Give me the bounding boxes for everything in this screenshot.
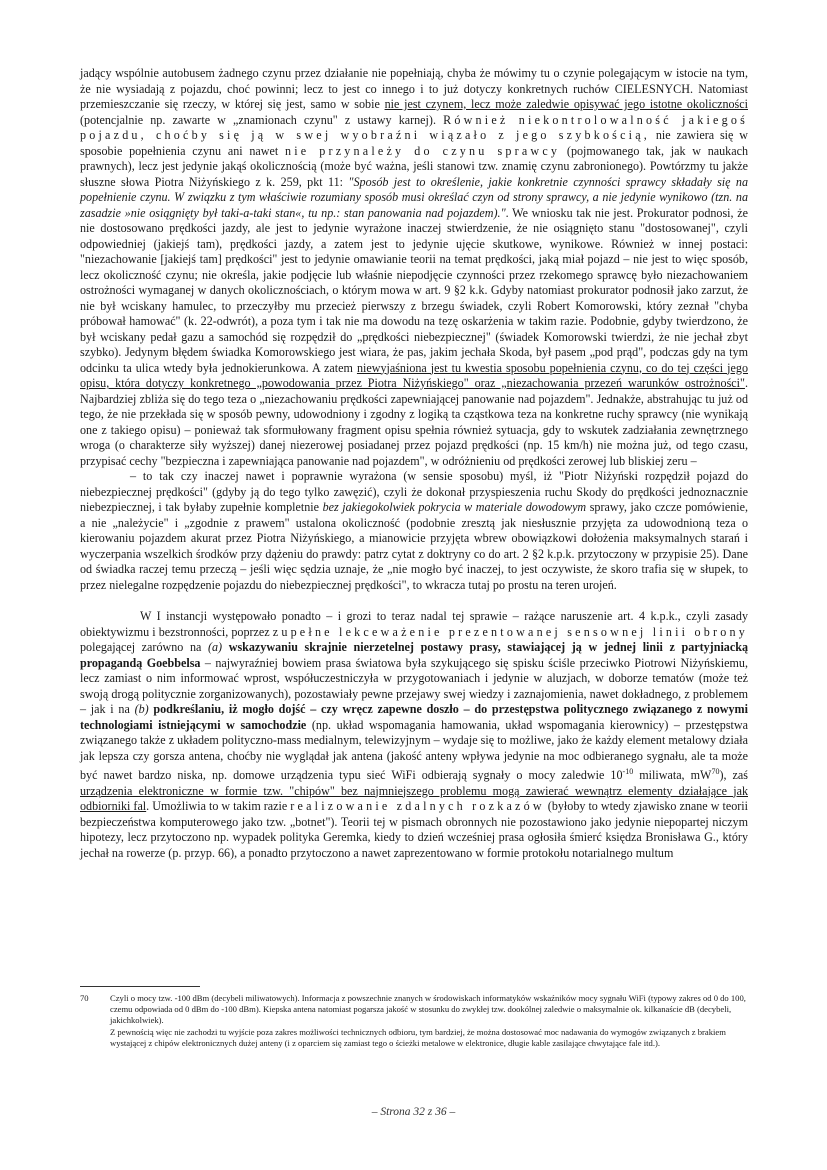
text-segment: (b) [134,702,149,716]
text-segment: . Najbardziej zbliża się do tego teza o „niezachowaniu prędkości zapewniającej panowanie nad pojazdem". Jednakże, abstrahując tu już od tego, że nie przekłada się w sposób pewny, udowodniony i zgodny z logiką ta cząstkowa teza na konkretne ruchy sprawcy (nie wynikają one z takiego opisu) – ponieważ tak sformułowany fragment opisu spełnia również sytuacja, gdy to wskutek zadziałania zewnętrznego wroga (o charakterze siły wyższej) danej niezerowej posiadanej przez pojazd prędkości (np. 15 km/h) nie można już, od tego czasu, przypisać cechy "bezpieczna i zapewniająca panowanie nad pojazdem", w odróżnieniu od prędkości zerowej lub bliskiej zeru – [80,376,748,468]
text-segment: . We wniosku tak nie jest. Prokurator podnosi, że nie dostosowano prędkości jazdy, ale jest to jedynie wyrażone inaczej stwierdzenie, że nie osiągnięto stanu "dostosowanej", czyli odpowiedniej (jakiejś tam), prędkości jazdy, a zatem jest to jedynie ujęcie skutkowe, wynikowe. Również w innej postaci: "niezachowanie [jakiejś tam] prędkości" jest to jedynie omawianie teorii na temat prędkości, jaką miał pojazd – nie jest to więc sposób, lecz okoliczność czynu; nie określa, jakie podjęcie lub właśnie niepodjęcie czynności przez rzekomego sprawcę było niezachowaniem ostrożności wymaganej w danych okolicznościach, o którym mowa w art. 9 §2 k.k. Gdyby natomiast prokurator podnosił jako zarzut, że nie był wciskany hamulec, to przeczyłby mu przecież pierwszy z brzegu świadek, czyli Robert Komorowski, który zeznał "chyba próbował hamować" (k. 22-odwrót), a poza tym i tak nie ma dowodu na tezę oskarżenia w takim razie. Podobnie, gdyby twierdzono, że był wciskany pedał gazu a samochód się rozpędził do „prędkości niebezpiecznej" (świadek Komorowski twierdzi, że nie jechał zbyt szybko). Jedynym błędem świadka Komorowskiego jest wiara, że pas, jakim jechała Skoda, był pasem „pod prąd", podczas gdy na tym odcinku ta ulica wtedy była jednokierunkowa. A zatem [80,205,748,375]
text-segment: (potencjalnie np. zawarte w „znamionach czynu" z ustawy karnej). [80,112,444,127]
text-segment: ), zaś [719,768,748,783]
text-segment: zupełne lekceważenie prezentowanej sensownej linii obrony [272,624,749,639]
text-segment: – to tak czy inaczej nawet i poprawnie wyrażona (w sensie sposobu) myśl, iż "Piotr Niżyński rozpędził pojazd do niebezpiecznej prędkości" (gdyby ją do tego tylko zawęzić), czyli że dokonał przyspieszenia ruchu Skody do prędkości jednoznacznie niebezpiecznej, i tak byłaby zupełnie kompletnie [80,469,748,514]
text-segment: miliwata, mW [633,768,712,783]
body-text [80,66,748,861]
text-segment: nie zawiera się w sposobie popełnienia czynu ani nawet [80,128,748,158]
text-segment: niewyjaśniona jest tu kwestia sposobu popełnienia czynu, co do tej części jego opisu, która dotyczy konkretnego „powodowania przez Piotra Niżyńskiego" oraz „niezachowania przezeń warunków ostrożności" [80,360,748,390]
text-segment: -10 [622,767,634,776]
footnote-number: 70 [80,993,89,1003]
paragraph-3 [80,609,748,861]
text-segment: Również niekontrolowalność jakiegoś pojazdu, choćby się ją w swej wyobraźni wiązało z jego szybkością, [80,112,748,142]
text-segment: polegającej zarówno na [80,640,208,654]
text-segment: sprawy, jako czcze pomówienie, a nie „należycie" i „zgodnie z prawem" ustalona okoliczność (podobnie zresztą jak niesłusznie przyjęta za udowodnioną teza o kierowaniu pojazdem akurat przez Piotra Niżyńskiego, a mianowicie przyjęta wbrew obowiązkowi dołożenia maksymalnych starań i wyczerpania wszelkich środków przy dążeniu do prawdy: patrz cytat z doktryny co do art. 2 §2 k.p.k. przytoczony w przypisie 25). Dane od świadka raczej temu przeczą – jeśli więc sędzia uznaje, że „nie mogło być inaczej, to jest oczywiste, że skoro trafia się w słupek, to przez nielegalne rozpędzenie pojazdu do niebezpiecznej prędkości", to wkracza tutaj po prostu na teren urojeń. [80,500,748,592]
text-segment: bez jakiegokolwiek pokrycia w materiale dowodowym [322,500,587,514]
text-segment: (np. układ wspomagania hamowania, układ wspomagania kierownicy) – przestępstwa związanego także z układem polityczno-mass medialnym, telewizyjnym – wydaje się to możliwe, jako że każdy element metalowy działa jak lepsza czy gorsza antena, choćby nie wyglądał jak antena (jakość anteny wpływa jedynie na moc odbieranego sygnału, ale ta może być nawet bardzo niska, np. domowe urządzenia typu sieć WiFi odbierają sygnały o mocy zaledwie 10 [80,717,749,783]
footnote-70 [80,993,748,1049]
text-segment: realizowanie zdalnych rozkazów [290,799,545,814]
page-number-footer: – Strona 32 z 36 – [371,1106,456,1118]
footnote-separator [80,986,200,987]
text-segment: nie jest czynem, lecz może zaledwie opisywać jego istotne okoliczności [384,97,748,111]
text-segment: jadący wspólnie autobusem żadnego czynu przez działanie nie popełniają, chyba że mówimy tu o czynie polegającym w istocie na tym, że nie wysiadają z pojazdu, choć powinni; lecz to jest co innego i to już dotyczy konkretnych ruchów CIELESNYCH. Natomiast przemieszczanie się rzeczy, w której się jest, samo w sobie [80,66,748,111]
text-segment: . Umożliwia to w takim razie [146,799,291,814]
paragraph-2 [80,469,748,593]
text-segment: "Sposób jest to określenie, jakie konkretnie czynności sprawcy składały się na popełnienie czynu. W związku z tym właściwie rozumiany sposób musi określać czyn od strony sprawcy, a nie jedynie wynikowo (tzn. na zasadzie »nie osiągnięty był taki-a-taki stan«, tu np.: stan panowania nad pojazdem)." [80,174,749,220]
text-segment: nie przynależy do czynu sprawcy [284,143,561,158]
text-segment: podkreślaniu, iż mogło dojść – czy wręcz zapewne doszło – do przestępstwa politycznego związanego z nowymi technologiami istniejącymi w samochodzie [80,702,748,732]
text-segment: (a) [207,640,223,654]
text-segment: (byłoby to wtedy zjawisko znane w teorii bezpieczeństwa komputerowego jako tzw. „botnet"). Teorii tej w pismach obronnych nie pozostawiono jako jedynie niepopartej niczym hipotezy, lecz przytoczono np. wypadek polityka Geremka, kiedy to dzień wcześniej prasa ogłosiła śmierć księdza Bronisława G., który jechał na rowerze (p. przyp. 66), a ponadto przytoczono a nawet zaprezentowano w formie protokołu notarialnego multum [80,799,748,860]
text-segment: urządzenia elektroniczne w formie tzw. "chipów" bez najmniejszego problemu mogą zawierać wewnątrz elementy działające jak odbiorniki fal [80,783,748,814]
footnote-line-1: Czyli o mocy tzw. -100 dBm (decybeli miliwatowych). Informacja z powszechnie znanych w środowiskach informatyków wskaźników mocy sygnału WiFi (typowy zakres od 0 do 100, czemu odpowiada od 0 dBm do -100 dBm). Kiepska antena natomiast pogarsza jakość w stosunku do zwykłej tzw. dookólnej zaledwie o maksymalnie ok. kilkanaście dB (decybeli, jakichkolwiek). [110,993,746,1026]
text-segment: (pojmowanego tak, jak w naukach prawnych), lecz jest jedynie jakąś okolicznością (może być ważna, jeśli stanowi tzw. znamię czynu zabronionego). Powtórzmy tu jakże słuszne słowa Piotra Niżyńskiego z k. 259, pkt 11: [80,143,749,189]
text-segment: W I instancji występowało ponadto – i grozi to teraz nadal tej sprawie – rażące naruszenie art. 4 k.p.k., czyli zasady obiektywizmu i bezstronności, poprzez [80,609,748,639]
paragraph-1 [80,66,748,469]
text-segment: – najwyraźniej bowiem prasa światowa była szykującego się spisku ściśle przeciwko Piotrowi Niżyńskiemu, lecz zamiast o nim informować wprost, współuczestniczyła w przygotowaniach i jedynie w aluzjach, w doborze tematów (może też swoją drogą politycznie zorganizowanych), pozostawiały pewne przejawy swej wiedzy i zaznajomienia, nawet dokładnego, z problemem – jak i na [80,655,748,716]
text-segment: 70 [711,767,720,776]
footnote-line-2: Z pewnością więc nie zachodzi tu wyjście poza zakres możliwości technicznych odbioru, tym bardziej, że można dostosować moc nadawania do wymogów związanych z brakiem wystającej z chipów elektronicznych dużej anteny (i z oparciem się zamiast tego o ścieżki metalowe w elektronice, długie kable zasilające chwytające fale itd.). [110,1026,726,1048]
text-segment: wskazywaniu skrajnie nierzetelnej postawy prasy, stawiającej ją w jednej linii z partyjniacką propagandą Goebbelsa [80,640,748,670]
